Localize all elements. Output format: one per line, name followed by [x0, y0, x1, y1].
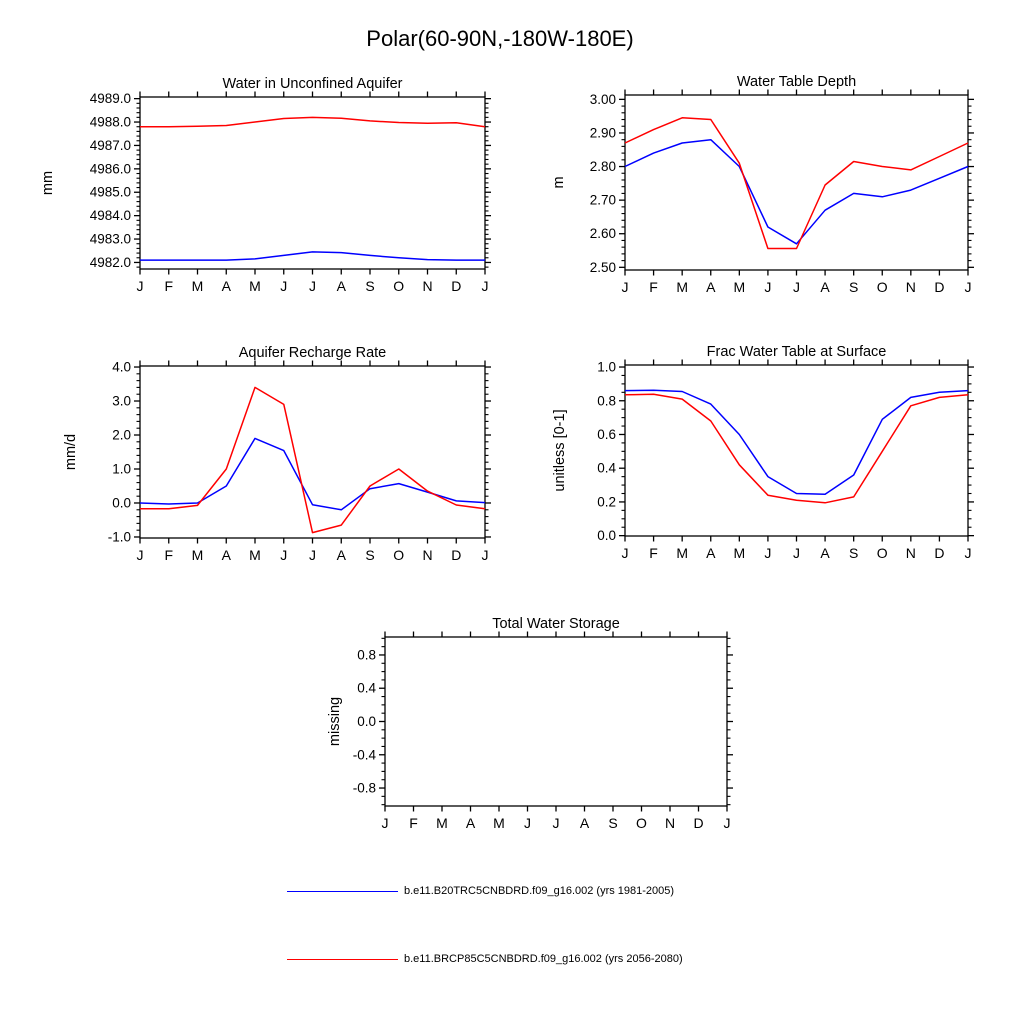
month-label: A: [336, 278, 346, 294]
month-label: M: [493, 815, 505, 831]
month-label: M: [191, 278, 204, 294]
month-label: J: [964, 279, 972, 295]
month-label: D: [693, 815, 704, 831]
series-line: [625, 390, 968, 494]
chart-title: Frac Water Table at Surface: [706, 344, 887, 360]
ytick-label: 0.0: [357, 714, 376, 729]
legend-entry-rcp85: [287, 952, 683, 966]
y-axis-label: unitless [0-1]: [552, 409, 568, 492]
ytick-label: 4.0: [112, 359, 131, 375]
month-label: F: [409, 815, 418, 831]
month-label: M: [249, 278, 261, 294]
month-label: N: [905, 545, 916, 561]
ytick-label: 4989.0: [89, 91, 131, 107]
ytick-label: 4987.0: [89, 137, 131, 153]
y-axis-label: mm/d: [63, 433, 79, 471]
series-line: [140, 117, 485, 126]
y-axis-label: missing: [327, 696, 343, 747]
series-line: [625, 140, 968, 244]
plot-box: [385, 637, 727, 806]
ytick-label: 2.70: [589, 192, 616, 208]
month-label: J: [136, 278, 144, 294]
month-label: O: [393, 278, 405, 294]
month-label: A: [706, 279, 716, 295]
ytick-label: 2.90: [589, 125, 616, 141]
month-label: J: [552, 815, 560, 831]
month-label: A: [221, 547, 231, 563]
month-label: A: [820, 545, 830, 561]
month-label: A: [579, 815, 590, 831]
month-label: O: [636, 815, 647, 831]
ytick-label: 0.0: [112, 495, 131, 511]
ytick-label: 0.4: [597, 460, 616, 476]
water-table-depth-chart: [551, 74, 974, 295]
month-label: J: [621, 279, 629, 295]
ytick-label: -1.0: [107, 529, 131, 545]
plot-box: [140, 366, 485, 538]
month-label: D: [451, 278, 462, 294]
month-label: J: [309, 278, 316, 294]
ytick-label: 0.0: [597, 528, 616, 544]
month-label: J: [280, 278, 288, 294]
series-line: [140, 252, 485, 260]
month-label: F: [164, 547, 174, 563]
month-label: J: [964, 545, 972, 561]
month-label: J: [764, 279, 772, 295]
month-label: F: [649, 545, 658, 561]
y-axis-label: mm: [40, 170, 56, 196]
month-label: J: [793, 279, 800, 295]
ytick-label: 2.50: [589, 259, 616, 275]
month-label: S: [608, 815, 618, 831]
month-label: A: [465, 815, 476, 831]
series-line: [140, 387, 485, 532]
month-label: N: [664, 815, 676, 831]
month-label: O: [876, 279, 888, 295]
series-line: [625, 394, 968, 503]
month-label: J: [793, 545, 800, 561]
month-label: J: [621, 545, 629, 561]
month-label: S: [365, 278, 375, 294]
legend-entry-historical: [287, 884, 674, 898]
month-label: D: [934, 545, 945, 561]
ytick-label: 2.80: [589, 159, 616, 175]
water-in-unconfined-aquifer-chart: [40, 76, 491, 294]
month-label: J: [723, 815, 731, 831]
month-label: O: [876, 545, 888, 561]
month-label: N: [422, 547, 433, 563]
frac-water-table-at-surface-chart: [552, 344, 974, 561]
chart-title: Aquifer Recharge Rate: [238, 345, 387, 361]
month-label: M: [733, 545, 746, 561]
month-label: A: [820, 279, 830, 295]
ytick-label: 0.2: [597, 494, 616, 510]
month-label: J: [136, 547, 144, 563]
figure-title: Polar(60-90N,-180W-180E): [366, 26, 634, 51]
month-label: M: [676, 545, 689, 561]
month-label: S: [365, 547, 375, 563]
month-label: F: [649, 279, 658, 295]
month-label: S: [848, 279, 859, 295]
ytick-label: 0.6: [597, 426, 616, 442]
series-line: [625, 118, 968, 249]
month-label: F: [164, 278, 174, 294]
month-label: M: [191, 547, 204, 563]
ytick-label: 3.00: [589, 91, 616, 107]
ytick-label: -0.4: [352, 747, 376, 763]
ytick-label: 2.0: [112, 427, 131, 443]
ytick-label: 4983.0: [89, 231, 131, 247]
month-label: J: [524, 815, 531, 831]
ytick-label: 0.8: [597, 393, 616, 409]
month-label: O: [393, 547, 405, 563]
ytick-label: 0.8: [357, 647, 376, 663]
ytick-label: 4984.0: [89, 208, 131, 224]
month-label: J: [381, 815, 389, 831]
aquifer-recharge-rate-chart: [63, 345, 491, 563]
month-label: D: [934, 279, 945, 295]
chart-title: Total Water Storage: [492, 616, 620, 632]
legend-label: b.e11.B20TRC5CNBDRD.f09_g16.002 (yrs 1981-2005): [404, 885, 675, 897]
series-line: [140, 438, 485, 509]
ytick-label: 4982.0: [89, 254, 131, 270]
ytick-label: 1.0: [597, 359, 616, 375]
ytick-label: 4988.0: [89, 114, 131, 130]
month-label: M: [249, 547, 261, 563]
month-label: J: [280, 547, 288, 563]
month-label: M: [733, 279, 746, 295]
chart-title: Water Table Depth: [736, 74, 857, 90]
month-label: M: [676, 279, 689, 295]
total-water-storage-chart: [327, 616, 733, 831]
ytick-label: -0.8: [352, 780, 376, 796]
ytick-label: 4985.0: [89, 184, 131, 200]
month-label: D: [451, 547, 462, 563]
month-label: N: [905, 279, 916, 295]
ytick-label: 1.0: [112, 461, 131, 477]
month-label: J: [481, 278, 489, 294]
legend-line-swatch-red: [287, 959, 398, 960]
y-axis-label: m: [551, 176, 567, 189]
ytick-label: 0.4: [357, 680, 376, 696]
month-label: A: [336, 547, 346, 563]
ytick-label: 2.60: [589, 226, 616, 242]
month-label: J: [309, 547, 316, 563]
month-label: J: [764, 545, 772, 561]
month-label: A: [706, 545, 716, 561]
month-label: S: [848, 545, 859, 561]
ytick-label: 3.0: [112, 393, 131, 409]
month-label: J: [481, 547, 489, 563]
legend-label: b.e11.BRCP85C5CNBDRD.f09_g16.002 (yrs 2056-2080): [404, 953, 683, 965]
month-label: M: [436, 815, 448, 831]
legend-line-swatch-blue: [287, 891, 398, 892]
month-label: A: [221, 278, 231, 294]
chart-title: Water in Unconfined Aquifer: [222, 76, 403, 92]
ytick-label: 4986.0: [89, 161, 131, 177]
month-label: N: [422, 278, 433, 294]
